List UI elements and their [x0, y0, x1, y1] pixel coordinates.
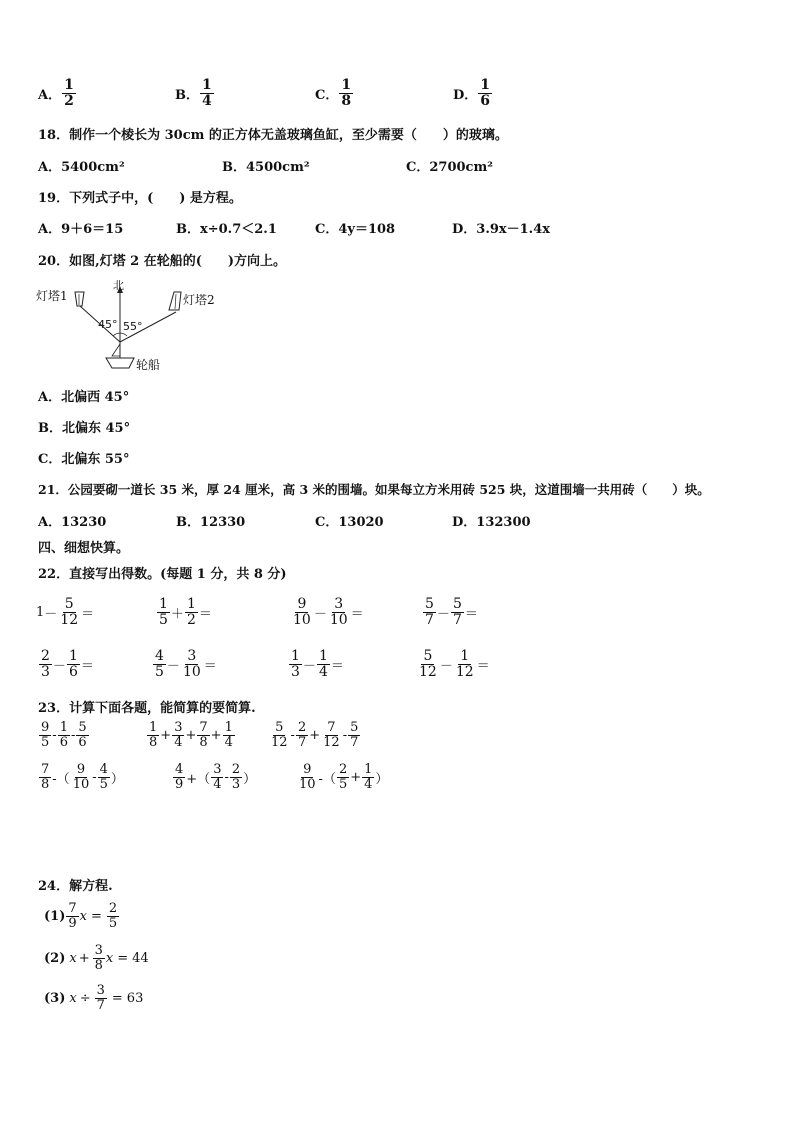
q21-option-a[interactable]: A．13230: [38, 515, 107, 530]
q24-equation-2: (2) x + $\frac{3}{8}$ x = 44: [44, 943, 149, 973]
q19-option-b[interactable]: B．x÷0.7＜2.1: [176, 222, 277, 237]
lighthouse-1-icon: [75, 292, 84, 306]
q23-expr-3: $\frac{5}{12}$ - $\frac{2}{7}$ + $\frac{7}{12}$ - $\frac{5}{7}$: [271, 720, 359, 750]
q20-option-c[interactable]: C．北偏东 55°: [38, 452, 130, 467]
q21-option-d[interactable]: D．132300: [452, 515, 531, 530]
q18-option-b[interactable]: B．4500cm²: [222, 160, 310, 175]
q17-option-a[interactable]: [38, 78, 77, 108]
q20-stem: 20．如图,灯塔 2 在轮船的( )方向上。: [38, 254, 287, 269]
section-heading: 四、细想快算。: [38, 541, 130, 556]
option-label: D．: [453, 87, 478, 103]
q22-item-7: $\frac{1}{3}$ － $\frac{1}{4}$ ＝: [291, 648, 344, 680]
q17-options: [38, 78, 558, 118]
tower2-label: 灯塔2: [183, 293, 215, 307]
angle1-label: 45°: [98, 318, 118, 331]
option-fraction: $\frac{1}{8}$: [341, 77, 352, 109]
q19-option-a[interactable]: A．9＋6＝15: [38, 222, 124, 237]
q22-item-2: $\frac{1}{5}$ ＋ $\frac{1}{2}$ ＝: [159, 596, 212, 628]
q22-item-6: $\frac{4}{5}$ － $\frac{3}{10}$ ＝: [155, 648, 217, 680]
q23-expr-6: $\frac{9}{10}$ -（ $\frac{2}{5}$ + $\frac{1}{4}$ ）: [299, 762, 389, 792]
q22-item-3: $\frac{9}{10}$ － $\frac{3}{10}$ ＝: [293, 596, 364, 628]
q22-item-4: $\frac{5}{7}$ － $\frac{5}{7}$ ＝: [425, 596, 478, 628]
q18-option-c[interactable]: C．2700cm²: [406, 160, 493, 175]
q22-stem: 22．直接写出得数。(每题 1 分，共 8 分): [38, 567, 287, 582]
q21-stem: 21．公园要砌一道长 35 米，厚 24 厘米，高 3 米的围墙。如果每立方米用砖 525 块，这道围墙一共用砖（ ）块。: [38, 482, 710, 497]
q19-option-d[interactable]: D．3.9x－1.4x: [452, 222, 551, 237]
option-label: C．: [315, 87, 339, 103]
q24-stem: 24．解方程.: [38, 879, 113, 894]
q22-item-1: 1 － $\frac{5}{12}$ ＝: [36, 596, 95, 628]
q23-stem: 23．计算下面各题，能简算的要简算.: [38, 701, 256, 716]
q23-expr-5: $\frac{4}{9}$ +（ $\frac{3}{4}$ - $\frac{2}{3}$ ）: [175, 762, 257, 792]
angle2-label: 55°: [123, 320, 143, 333]
q17-option-c[interactable]: [315, 78, 354, 108]
tower1-label: 灯塔1: [36, 289, 68, 303]
q18-stem: 18．制作一个棱长为 30cm 的正方体无盖玻璃鱼缸，至少需要（ ）的玻璃。: [38, 128, 508, 143]
option-label: B．: [175, 87, 199, 103]
ship-label: 轮船: [136, 358, 161, 372]
q23-expr-4: $\frac{7}{8}$ -（ $\frac{9}{10}$ - $\frac{4}{5}$ ）: [41, 762, 124, 792]
q18-option-a[interactable]: A．5400cm²: [38, 160, 125, 175]
q23-expr-1: $\frac{9}{5}$ - $\frac{1}{6}$ - $\frac{5}{6}$: [41, 720, 87, 750]
q21-option-c[interactable]: C．13020: [315, 515, 384, 530]
q19-stem: 19．下列式子中，( ) 是方程。: [38, 191, 242, 206]
option-fraction: $\frac{1}{4}$: [202, 77, 212, 109]
q17-option-d[interactable]: [453, 78, 493, 108]
option-fraction: $\frac{1}{6}$: [480, 77, 491, 109]
q22-item-8: $\frac{5}{12}$ － $\frac{1}{12}$ ＝: [419, 648, 490, 680]
ship-icon: [106, 358, 134, 368]
q17-option-b[interactable]: [175, 78, 215, 108]
option-fraction: $\frac{1}{2}$: [64, 77, 74, 109]
q24-equation-1: (1) $\frac{7}{9}$ x = $\frac{2}{5}$: [44, 901, 118, 931]
q21-option-b[interactable]: B．12330: [176, 515, 246, 530]
option-label: A．: [38, 87, 62, 103]
q24-equation-3: (3) x ÷ $\frac{3}{7}$ = 63: [44, 983, 144, 1013]
q20-figure: [36, 278, 226, 376]
q20-option-a[interactable]: A．北偏西 45°: [38, 390, 130, 405]
direction-diagram: [36, 278, 226, 376]
north-label: 北: [113, 279, 124, 292]
q22-item-5: $\frac{2}{3}$ － $\frac{1}{6}$ ＝: [41, 648, 94, 680]
q19-option-c[interactable]: C．4y＝108: [315, 222, 396, 237]
q20-option-b[interactable]: B．北偏东 45°: [38, 421, 131, 436]
q23-expr-2: $\frac{1}{8}$ + $\frac{3}{4}$ + $\frac{7}{8}$ + $\frac{1}{4}$: [149, 720, 233, 750]
